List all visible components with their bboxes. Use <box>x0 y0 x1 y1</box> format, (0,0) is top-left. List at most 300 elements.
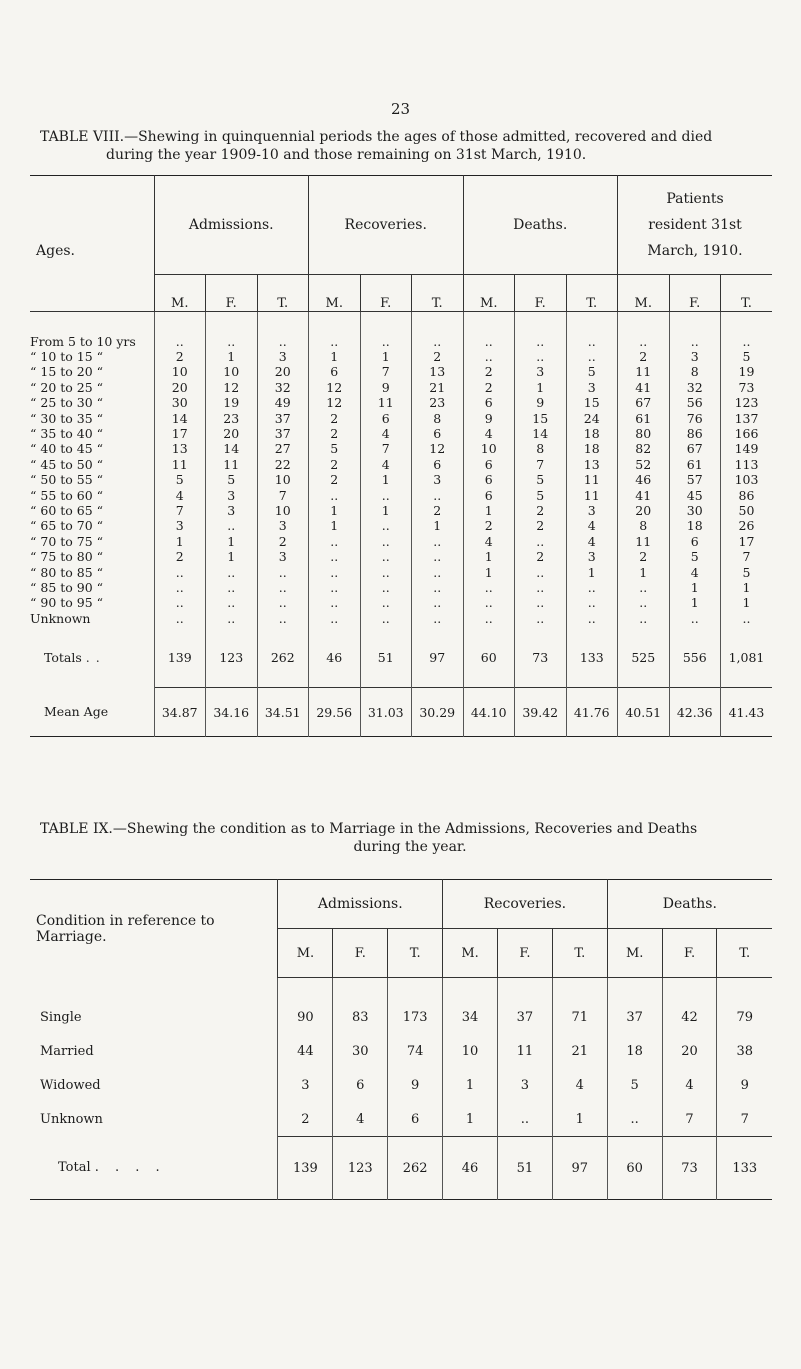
age-range: “ 35 to 40 “ <box>30 425 104 441</box>
table-cell: 10 <box>257 503 309 518</box>
table-cell: .. <box>154 334 206 349</box>
table-cell: 2 <box>257 534 309 549</box>
t9-subheader-6: M. <box>607 929 662 978</box>
table-cell: 149 <box>721 441 773 456</box>
table-cell: 1 <box>443 1102 498 1137</box>
page-number: 23 <box>390 100 411 118</box>
mean-age-cell: 39.42 <box>515 688 567 737</box>
total-cell: 123 <box>206 627 258 688</box>
t9-admissions-header: Admissions. <box>278 880 443 929</box>
table-cell: 1 <box>154 534 206 549</box>
table-cell: 73 <box>721 380 773 395</box>
condition-label: Single <box>40 1009 82 1025</box>
table-cell: 4 <box>552 1068 607 1102</box>
table-row <box>30 549 772 564</box>
marriage-condition <box>30 1102 278 1137</box>
t9-subheader-8: T. <box>717 929 772 978</box>
table-cell: 1 <box>360 472 412 487</box>
t8-subheader-2: T. <box>257 274 309 311</box>
table-cell: .. <box>309 488 361 503</box>
table-cell: .. <box>515 580 567 595</box>
table-cell: .. <box>463 580 515 595</box>
admissions-header: Admissions. <box>154 176 309 275</box>
table-cell: 11 <box>618 364 670 379</box>
t9-subheader-1: F. <box>333 929 388 978</box>
table-cell: 1 <box>443 1068 498 1102</box>
t9-subheader-4: F. <box>497 929 552 978</box>
mean-age-label: Mean Age <box>44 704 109 720</box>
table-cell: .. <box>206 518 258 533</box>
total-cell: 97 <box>552 1137 607 1200</box>
t8-subheader-10: F. <box>669 274 721 311</box>
table-row <box>30 457 772 472</box>
table-cell: 173 <box>388 1000 443 1034</box>
table-cell: 67 <box>618 395 670 410</box>
table-cell: .. <box>721 334 773 349</box>
table-cell: .. <box>309 549 361 564</box>
table-cell: .. <box>206 611 258 627</box>
table-cell: 10 <box>154 364 206 379</box>
table-cell: 2 <box>309 472 361 487</box>
table-row <box>30 395 772 410</box>
table-cell: 30 <box>333 1034 388 1068</box>
total-cell: 73 <box>662 1137 717 1200</box>
table-cell: 17 <box>721 534 773 549</box>
t8-subheader-3: M. <box>309 274 361 311</box>
table-cell: 18 <box>669 518 721 533</box>
table-cell: 1 <box>206 534 258 549</box>
table-cell: 4 <box>360 457 412 472</box>
table-cell: 38 <box>717 1034 772 1068</box>
marriage-condition <box>30 1068 278 1102</box>
table-cell: .. <box>360 488 412 503</box>
age-range: “ 45 to 50 “ <box>30 456 104 472</box>
table-cell: 1 <box>206 549 258 564</box>
mean-age-cell: 41.76 <box>566 688 618 737</box>
table-cell: .. <box>309 334 361 349</box>
table-cell: 4 <box>566 518 618 533</box>
table-cell: 3 <box>497 1068 552 1102</box>
table-cell: 11 <box>154 457 206 472</box>
table-cell: 9 <box>360 380 412 395</box>
table-cell: 56 <box>669 395 721 410</box>
table-cell: .. <box>463 595 515 610</box>
table-cell: 7 <box>360 441 412 456</box>
table-cell: .. <box>257 565 309 580</box>
table-row <box>30 441 772 456</box>
table-cell: 2 <box>154 349 206 364</box>
table-cell: 45 <box>669 488 721 503</box>
table-cell: 1 <box>206 349 258 364</box>
table-cell: 80 <box>618 426 670 441</box>
table-cell: 4 <box>566 534 618 549</box>
table-cell: 10 <box>257 472 309 487</box>
table-cell: 2 <box>278 1102 333 1137</box>
table-cell: .. <box>360 534 412 549</box>
table-cell: 71 <box>552 1000 607 1034</box>
marriage-condition <box>30 1000 278 1034</box>
table-cell: .. <box>566 334 618 349</box>
table-cell: .. <box>497 1102 552 1137</box>
table-cell: 4 <box>360 426 412 441</box>
table-cell: 2 <box>515 518 567 533</box>
table-cell: 13 <box>154 441 206 456</box>
table-cell: 14 <box>154 411 206 426</box>
age-range: “ 50 to 55 “ <box>30 472 104 488</box>
table-cell: 11 <box>566 472 618 487</box>
total-cell: 262 <box>388 1137 443 1200</box>
table-cell: 2 <box>515 549 567 564</box>
table-cell: 19 <box>206 395 258 410</box>
table-cell: 6 <box>360 411 412 426</box>
ages-header: Ages. <box>36 243 75 259</box>
table-cell: 8 <box>412 411 464 426</box>
table-cell: 27 <box>257 441 309 456</box>
table-9-caption-line-1: TABLE IX.—Shewing the condition as to Marriage in the Admissions, Recoveries and Deaths <box>40 821 698 837</box>
table-cell: .. <box>463 611 515 627</box>
table-cell: 7 <box>154 503 206 518</box>
table-cell: 3 <box>515 364 567 379</box>
table-cell: 24 <box>566 411 618 426</box>
table-cell: 1 <box>669 580 721 595</box>
table-row <box>30 411 772 426</box>
table-cell: .. <box>309 565 361 580</box>
table-cell: 3 <box>206 488 258 503</box>
table-cell: 1 <box>463 565 515 580</box>
table-cell: 22 <box>257 457 309 472</box>
table-cell: 1 <box>309 518 361 533</box>
table-cell: 6 <box>333 1068 388 1102</box>
age-range: “ 80 to 85 “ <box>30 564 104 580</box>
total-cell: 46 <box>309 627 361 688</box>
table-cell: 2 <box>309 426 361 441</box>
age-range: “ 65 to 70 “ <box>30 518 104 534</box>
table-cell: 20 <box>206 426 258 441</box>
table-cell: .. <box>669 334 721 349</box>
table-cell: 5 <box>515 472 567 487</box>
total-cell: 46 <box>443 1137 498 1200</box>
table-cell: 7 <box>662 1102 717 1137</box>
table-8-caption-line-1: TABLE VIII.—Shewing in quinquennial periods the ages of those admitted, recovered and died <box>40 129 713 145</box>
table-cell: 1 <box>618 565 670 580</box>
age-range: “ 25 to 30 “ <box>30 395 104 411</box>
table-cell: .. <box>154 565 206 580</box>
mean-age-cell: 34.87 <box>154 688 206 737</box>
table-cell: 30 <box>669 503 721 518</box>
table-cell: 6 <box>463 395 515 410</box>
table-cell: 9 <box>515 395 567 410</box>
total-cell: 556 <box>669 627 721 688</box>
mean-age-cell: 30.29 <box>412 688 464 737</box>
table-cell: .. <box>566 349 618 364</box>
table-cell: 1 <box>463 549 515 564</box>
table-cell: 11 <box>360 395 412 410</box>
t9-total-label: Total <box>58 1160 91 1176</box>
table-cell: .. <box>154 580 206 595</box>
table-cell: 32 <box>669 380 721 395</box>
table-cell: .. <box>360 580 412 595</box>
table-cell: .. <box>515 349 567 364</box>
t9-subheader-7: F. <box>662 929 717 978</box>
condition-label: Married <box>40 1043 94 1059</box>
total-cell: 51 <box>497 1137 552 1200</box>
patients-resident-line-2: resident 31st <box>648 216 742 233</box>
table-cell: 50 <box>721 503 773 518</box>
table-9-group-header-row <box>30 880 772 929</box>
table-cell: 2 <box>515 503 567 518</box>
ages-subheader-blank <box>30 274 154 311</box>
table-8-group-header-row <box>30 176 772 275</box>
table-cell: .. <box>515 334 567 349</box>
table-cell: 9 <box>388 1068 443 1102</box>
table-cell: .. <box>206 595 258 610</box>
table-cell: .. <box>206 334 258 349</box>
table-9-spacer <box>30 978 772 1001</box>
table-cell: 137 <box>721 411 773 426</box>
table-cell: 3 <box>154 518 206 533</box>
table-row <box>30 426 772 441</box>
table-cell: 37 <box>257 411 309 426</box>
table-cell: 11 <box>497 1034 552 1068</box>
table-cell: 61 <box>669 457 721 472</box>
condition-label: Widowed <box>40 1077 101 1093</box>
table-cell: 20 <box>154 380 206 395</box>
table-cell: .. <box>360 611 412 627</box>
table-cell: 26 <box>721 518 773 533</box>
table-cell: 19 <box>721 364 773 379</box>
table-cell: 3 <box>257 549 309 564</box>
t8-subheader-9: M. <box>618 274 670 311</box>
table-cell: 1 <box>360 349 412 364</box>
table-cell: 1 <box>552 1102 607 1137</box>
table-cell: 8 <box>618 518 670 533</box>
table-cell: .. <box>412 595 464 610</box>
age-range: “ 30 to 35 “ <box>30 410 104 426</box>
table-cell: 1 <box>721 580 773 595</box>
age-range: “ 10 to 15 “ <box>30 348 104 364</box>
table-row <box>30 580 772 595</box>
table-cell: 1 <box>309 349 361 364</box>
table-cell: 3 <box>206 503 258 518</box>
table-row <box>30 534 772 549</box>
table-cell: 83 <box>333 1000 388 1034</box>
table-cell: 76 <box>669 411 721 426</box>
table-cell: 10 <box>206 364 258 379</box>
table-cell: 13 <box>412 364 464 379</box>
t8-subheader-5: T. <box>412 274 464 311</box>
t9-deaths-header: Deaths. <box>607 880 772 929</box>
table-cell: .. <box>515 611 567 627</box>
table-cell: .. <box>360 334 412 349</box>
total-cell: 123 <box>333 1137 388 1200</box>
table-cell: .. <box>360 549 412 564</box>
table-row <box>30 518 772 533</box>
table-cell: 113 <box>721 457 773 472</box>
table-cell: 61 <box>618 411 670 426</box>
total-cell: 60 <box>607 1137 662 1200</box>
table-cell: 14 <box>206 441 258 456</box>
age-range: “ 85 to 90 “ <box>30 580 104 595</box>
table-cell: 20 <box>662 1034 717 1068</box>
total-cell: 133 <box>717 1137 772 1200</box>
table-cell: 23 <box>206 411 258 426</box>
table-8-subheader-row <box>30 274 772 311</box>
table-cell: 34 <box>443 1000 498 1034</box>
table-cell: .. <box>309 580 361 595</box>
table-cell: 6 <box>412 426 464 441</box>
table-cell: 37 <box>497 1000 552 1034</box>
table-cell: 9 <box>463 411 515 426</box>
table-cell: 3 <box>566 380 618 395</box>
total-cell: 139 <box>154 627 206 688</box>
table-cell: 20 <box>618 503 670 518</box>
table-cell: 7 <box>257 488 309 503</box>
table-row <box>30 1068 772 1102</box>
table-cell: 6 <box>463 457 515 472</box>
totals-label: Totals <box>44 649 82 665</box>
mean-age-cell: 41.43 <box>721 688 773 737</box>
total-cell: 139 <box>278 1137 333 1200</box>
table-cell: 12 <box>412 441 464 456</box>
table-cell: 4 <box>463 534 515 549</box>
table-cell: 5 <box>154 472 206 487</box>
table-row <box>30 380 772 395</box>
t8-subheader-8: T. <box>566 274 618 311</box>
table-8-caption <box>40 128 780 164</box>
table-cell: .. <box>669 611 721 627</box>
table-cell: .. <box>412 488 464 503</box>
table-cell: .. <box>206 580 258 595</box>
table-cell: 67 <box>669 441 721 456</box>
table-cell: .. <box>566 595 618 610</box>
table-cell: 14 <box>515 426 567 441</box>
table-cell: .. <box>257 595 309 610</box>
condition-label: Unknown <box>40 1111 103 1127</box>
table-cell: 123 <box>721 395 773 410</box>
total-cell: 73 <box>515 627 567 688</box>
table-cell: 5 <box>515 488 567 503</box>
table-cell: .. <box>515 565 567 580</box>
t8-subheader-11: T. <box>721 274 773 311</box>
table-cell: .. <box>257 580 309 595</box>
t9-subheader-2: T. <box>388 929 443 978</box>
table-row <box>30 488 772 503</box>
table-cell: .. <box>360 565 412 580</box>
table-cell: .. <box>515 595 567 610</box>
table-cell: 46 <box>618 472 670 487</box>
table-cell: 3 <box>566 503 618 518</box>
table-cell: 4 <box>463 426 515 441</box>
table-cell: 17 <box>154 426 206 441</box>
table-8 <box>30 175 772 737</box>
table-cell: 7 <box>717 1102 772 1137</box>
total-cell: 525 <box>618 627 670 688</box>
table-cell: 5 <box>721 349 773 364</box>
table-8-spacer <box>30 311 772 334</box>
table-cell: .. <box>309 611 361 627</box>
table-cell: 2 <box>618 549 670 564</box>
table-cell: 3 <box>669 349 721 364</box>
table-cell: 1 <box>463 503 515 518</box>
table-cell: 12 <box>309 380 361 395</box>
table-cell: 18 <box>566 441 618 456</box>
table-cell: 42 <box>662 1000 717 1034</box>
marriage-condition <box>30 1034 278 1068</box>
table-row <box>30 472 772 487</box>
table-cell: 41 <box>618 380 670 395</box>
total-cell: 60 <box>463 627 515 688</box>
table-cell: 6 <box>669 534 721 549</box>
t8-subheader-7: F. <box>515 274 567 311</box>
patients-resident-line-1: Patients <box>666 190 724 207</box>
table-cell: .. <box>257 611 309 627</box>
table-cell: 5 <box>206 472 258 487</box>
t9-recoveries-header: Recoveries. <box>443 880 608 929</box>
table-9-caption <box>40 820 780 856</box>
table-cell: 18 <box>607 1034 662 1068</box>
table-cell: .. <box>360 595 412 610</box>
table-row <box>30 364 772 379</box>
condition-header: Condition in reference to Marriage. <box>36 912 215 945</box>
table-cell: 3 <box>257 518 309 533</box>
age-range: Unknown <box>30 610 91 626</box>
table-cell: .. <box>463 334 515 349</box>
table-cell: 86 <box>721 488 773 503</box>
table-cell: 32 <box>257 380 309 395</box>
table-cell: 4 <box>154 488 206 503</box>
table-cell: 8 <box>515 441 567 456</box>
table-cell: 2 <box>463 364 515 379</box>
t9-subheader-5: T. <box>552 929 607 978</box>
table-cell: 1 <box>669 595 721 610</box>
table-cell: 3 <box>566 549 618 564</box>
table-cell: 4 <box>662 1068 717 1102</box>
patients-resident-header <box>618 176 773 275</box>
table-cell: 4 <box>333 1102 388 1137</box>
table-cell: .. <box>618 580 670 595</box>
table-row <box>30 595 772 610</box>
table-cell: 13 <box>566 457 618 472</box>
table-cell: 37 <box>607 1000 662 1034</box>
table-cell: 41 <box>618 488 670 503</box>
table-cell: 2 <box>154 549 206 564</box>
table-cell: 5 <box>566 364 618 379</box>
table-row <box>30 1102 772 1137</box>
table-cell: 1 <box>721 595 773 610</box>
table-cell: .. <box>257 334 309 349</box>
table-cell: .. <box>721 611 773 627</box>
table-cell: 86 <box>669 426 721 441</box>
table-cell: 7 <box>721 549 773 564</box>
mean-age-cell: 44.10 <box>463 688 515 737</box>
table-cell: 82 <box>618 441 670 456</box>
table-cell: 6 <box>463 472 515 487</box>
table-cell: .. <box>154 611 206 627</box>
table-cell: 74 <box>388 1034 443 1068</box>
table-cell: 30 <box>154 395 206 410</box>
table-cell: .. <box>412 534 464 549</box>
table-cell: 1 <box>412 518 464 533</box>
total-cell: 262 <box>257 627 309 688</box>
age-range: “ 40 to 45 “ <box>30 441 104 457</box>
t9-subheader-0: M. <box>278 929 333 978</box>
patients-resident-line-3: March, 1910. <box>647 242 743 259</box>
table-cell: .. <box>412 580 464 595</box>
table-cell: .. <box>618 611 670 627</box>
table-cell: 2 <box>463 380 515 395</box>
table-cell: 1 <box>360 503 412 518</box>
mean-age-cell: 42.36 <box>669 688 721 737</box>
